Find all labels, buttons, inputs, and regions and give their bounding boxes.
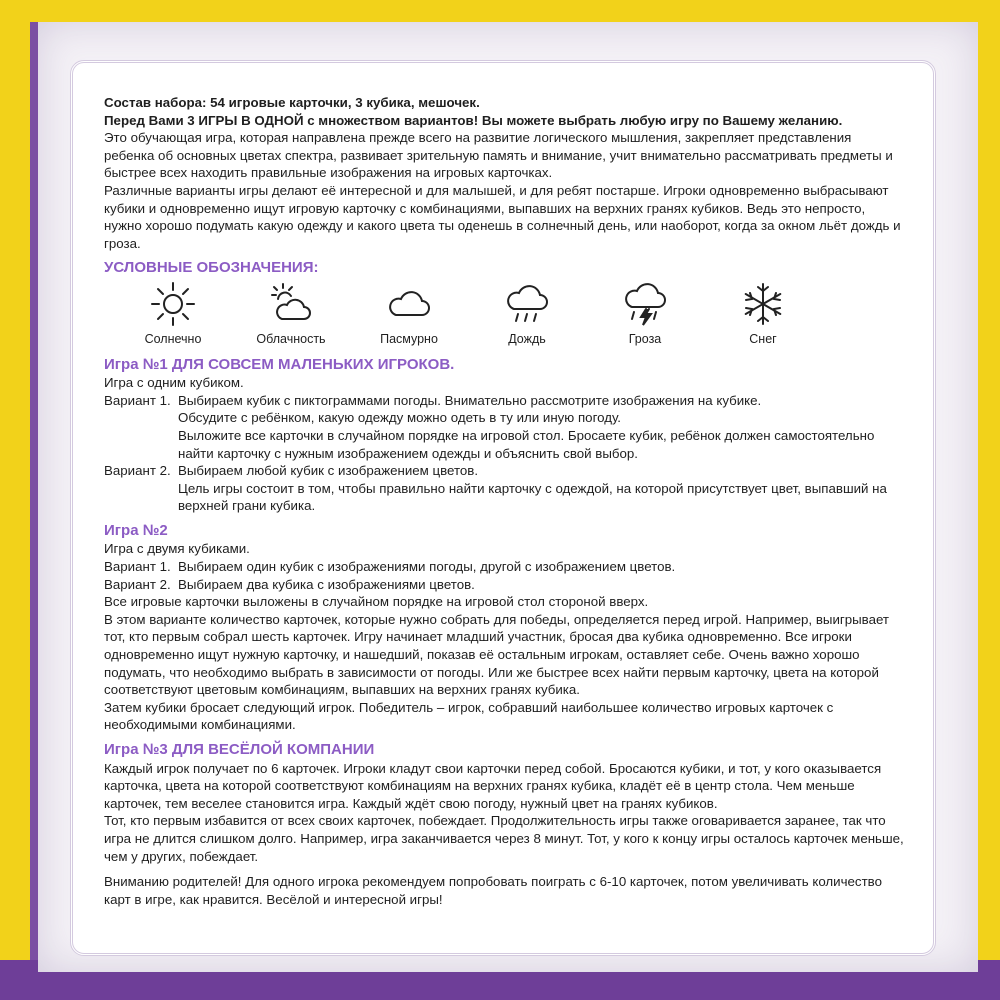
legend-item-sun: [118, 281, 228, 349]
game2-variant2: [104, 576, 904, 594]
legend-item-snow: [708, 281, 818, 349]
game2-variant1: [104, 558, 904, 576]
legend-label: Пасмурно: [380, 331, 438, 346]
variant-text: Выложите все карточки в случайном порядке на игровой стол. Бросаете кубик, ребёнок должен самостоятельно найти карточку с нужным изображением одежды и объяснить свой выбор.: [178, 427, 875, 461]
legend-label: Солнечно: [144, 331, 202, 346]
weather-legend: [118, 281, 818, 349]
legend-item-cloud: [354, 281, 464, 349]
game3-paragraph-2: Тот, кто первым избавится от всех своих карточек, побеждает. Продолжительность игры также оговаривается заранее, так что игра не длится слишком долго. Например, игра заканчивается через 8 минут. Тот, у кого к концу игры осталось карточек меньше, чем у других, побеждает.: [104, 813, 904, 864]
parents-note: Вниманию родителей! Для одного игрока рекомендуем попробовать поиграть с 6-10 карточек, потом увеличивать количество карт в игре, как нравится. Весёлой и интересной игры!: [104, 874, 882, 907]
variant-text: Выбираем один кубик с изображениями погоды, другой с изображением цветов.: [178, 559, 676, 575]
variant-text: Выбираем кубик с пиктограммами погоды. Внимательно рассмотрите изображения на кубике.: [178, 392, 762, 408]
variant-label: Вариант 2.: [104, 463, 171, 479]
box-edge-top: [0, 0, 1000, 22]
game2-paragraph-3: Затем кубики бросает следующий игрок. Победитель – игрок, собравший наибольшее количество игровых карточек с необходимыми комбинациями.: [104, 699, 834, 733]
legend-item-thunderstorm: [590, 281, 700, 349]
intro-paragraph-1: Это обучающая игра, которая направлена прежде всего на развитие логического мышления, закрепляет представления ребенка об основных цветах спектра, развивает зрительную память и внимание, учит внимательно рассматривать предметы и быстрее всех находить правильные изображения на игровых карточках.: [104, 130, 893, 181]
legend-label: Снег: [749, 331, 777, 346]
rain-icon: [504, 281, 550, 327]
variant-text: Обсудите с ребёнком, какую одежду можно одеть в ту или иную погоду.: [178, 410, 622, 426]
variant-label: Вариант 2.: [104, 576, 171, 592]
game1-variant1: [104, 392, 904, 410]
game3-title: Игра №3 ДЛЯ ВЕСЁЛОЙ КОМПАНИИ: [104, 741, 375, 758]
variant-text: Выбираем любой кубик с изображением цветов.: [178, 463, 479, 479]
legend-item-partly-cloudy: [236, 281, 346, 349]
variant-text: Выбираем два кубика с изображениями цветов.: [178, 576, 475, 592]
game1-title: Игра №1 ДЛЯ СОВСЕМ МАЛЕНЬКИХ ИГРОКОВ.: [104, 355, 455, 373]
intro-paragraph-2: Различные варианты игры делают её интересной и для малышей, и для ребят постарше. Игроки одновременно выбрасывают кубики и одновременно ищут игровую карточку с комбинациями, выпавших на верхних гранях кубиков. Ведь это непросто, нужно хорошо подумать какую одежду и какого цвета ты оденешь в солнечный день, или наоборот, когда за окном льёт дождь и гроза.: [104, 182, 901, 251]
variant-label: Вариант 1.: [104, 559, 171, 575]
box-edge-left: [0, 0, 30, 1000]
legend-label: Облачность: [256, 331, 326, 346]
game2-subtitle: Игра с двумя кубиками.: [104, 541, 250, 557]
game2-paragraph-1: Все игровые карточки выложены в случайном порядке на игровой стол стороной вверх.: [104, 594, 649, 610]
legend-item-rain: [472, 281, 582, 349]
game2-title: Игра №2: [104, 521, 168, 539]
game2-paragraph-2: В этом варианте количество карточек, которые нужно собрать для победы, определяется перед игрой. Например, выигрывает тот, кто первым собрал шесть карточек. Игру начинает младший участник, бросая два кубика одновременно. Все игроки одновременно ищут нужную карточку, и нашедший, показав её остальным игрокам, оставляет себе. Очень важно хорошо подумать, что необходимо выбрать в зависимости от погоды. Или же быстрее всех найти первым карточку, цвета на которой соответствуют цветовым комбинациям, выпавших на верхних гранях кубика.: [104, 611, 890, 698]
game3-paragraph-1: Каждый игрок получает по 6 карточек. Игроки кладут свои карточки перед собой. Бросаются кубики, и тот, у кого оказывается карточка, цвета на которой соответствуют комбинациям на верхних гранях кубика, кладёт её в центр стола. Чем меньше карточек, тем веселее становится игра. Каждый ждёт свою погоду, нужный цвет на гранях кубиков.: [104, 760, 882, 811]
sun-icon: [150, 281, 196, 327]
legend-label: Гроза: [628, 331, 662, 346]
rules-text: [104, 94, 904, 908]
three-games-note: Перед Вами 3 ИГРЫ В ОДНОЙ с множеством вариантов! Вы можете выбрать любую игру по Вашему желанию.: [104, 112, 843, 128]
set-contents: Состав набора: 54 игровые карточки, 3 кубика, мешочек.: [104, 95, 480, 110]
legend-title: УСЛОВНЫЕ ОБОЗНАЧЕНИЯ:: [104, 259, 319, 277]
snowflake-icon: [740, 281, 786, 327]
cloud-icon: [386, 281, 432, 327]
variant-label: Вариант 1.: [104, 392, 171, 408]
partly-cloudy-icon: [268, 281, 314, 327]
legend-label: Дождь: [508, 331, 546, 346]
game1-subtitle: Игра с одним кубиком.: [104, 375, 244, 391]
thunderstorm-icon: [622, 281, 668, 327]
variant-text: Цель игры состоит в том, чтобы правильно найти карточку с одеждой, на которой присутствует цвет, выпавший на верхней грани кубика.: [178, 480, 887, 514]
spacer: [104, 865, 904, 873]
game1-variant2: [104, 462, 904, 480]
